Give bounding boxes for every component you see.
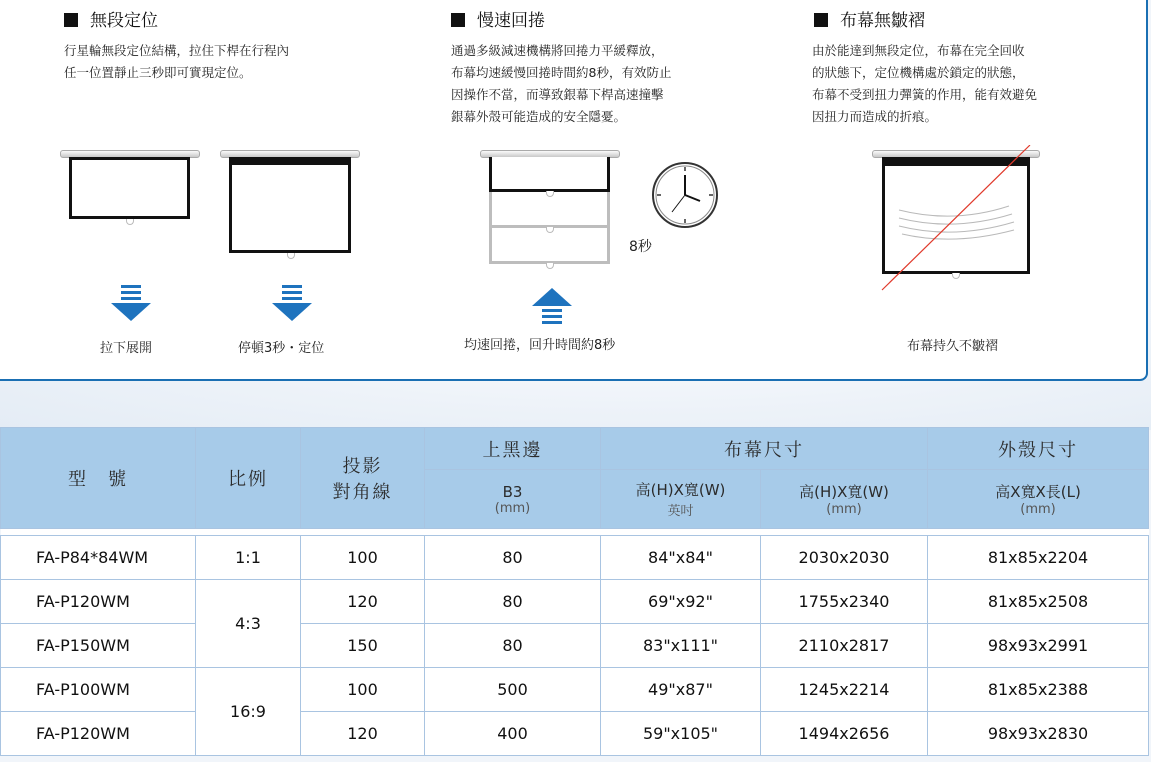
header-diagonal-line1: 投影 <box>342 456 383 477</box>
feature-description <box>451 40 671 128</box>
feature-title <box>814 6 925 31</box>
header-hwl-text: 高X寬X長(L) <box>995 483 1081 501</box>
clock-label: 8秒 <box>629 239 652 255</box>
feature-description <box>812 40 1037 128</box>
cell-ratio: 4:3 <box>196 580 301 668</box>
cell-b3: 80 <box>425 624 601 668</box>
table-row <box>1 536 1149 580</box>
cell-size-mm: 2030x2030 <box>761 536 928 580</box>
desc-line: 的狀態下，定位機構處於鎖定的狀態， <box>812 65 1025 80</box>
header-model <box>1 428 196 529</box>
cell-model: FA-P150WM <box>1 624 196 668</box>
cell-model: FA-P84*84WM <box>1 536 196 580</box>
header-gap <box>1 529 1149 536</box>
pull-handle-icon <box>546 263 554 269</box>
cell-size-mm: 1245x2214 <box>761 668 928 712</box>
caption-no-wrinkle: 布幕持久不皺褶 <box>907 339 999 354</box>
feature-title <box>64 6 158 31</box>
desc-line: 行星輪無段定位結構，拉住下桿在行程內 <box>64 43 290 58</box>
cell-diagonal: 120 <box>301 580 425 624</box>
cell-case-size: 81x85x2204 <box>928 536 1149 580</box>
cell-size-inch: 49"x87" <box>601 668 761 712</box>
cell-b3: 80 <box>425 580 601 624</box>
cell-size-mm: 2110x2817 <box>761 624 928 668</box>
cell-size-inch: 83"x111" <box>601 624 761 668</box>
header-screen-size <box>601 428 928 470</box>
cell-size-mm: 1494x2656 <box>761 712 928 756</box>
cell-model: FA-P120WM <box>1 580 196 624</box>
caption-slow-retract: 均速回捲，回升時間約8秒 <box>464 338 616 353</box>
clock-icon <box>650 160 720 230</box>
caption-pause-position: 停頓3秒・定位 <box>238 341 325 356</box>
feature-title-text: 慢速回捲 <box>477 11 545 31</box>
cell-case-size: 98x93x2830 <box>928 712 1149 756</box>
screen-canvas <box>69 157 190 219</box>
header-diagonal-line2: 對角線 <box>332 482 393 503</box>
cell-case-size: 81x85x2508 <box>928 580 1149 624</box>
desc-line: 因扭力而造成的折痕。 <box>812 109 938 124</box>
cell-b3: 80 <box>425 536 601 580</box>
header-ratio <box>196 428 301 529</box>
header-hw-mm-text: 高(H)X寬(W) <box>799 483 889 501</box>
spec-table <box>0 427 1149 756</box>
table-row <box>1 580 1149 624</box>
header-case-size-text: 外殼尺寸 <box>998 439 1078 461</box>
desc-line: 因操作不當，而導致銀幕下桿高速撞擊 <box>451 87 664 102</box>
arrow-down-icon <box>272 285 312 321</box>
header-case-size <box>928 428 1149 470</box>
cell-ratio: 16:9 <box>196 668 301 756</box>
spec-table-body <box>1 536 1149 756</box>
header-hw-inch <box>601 470 761 529</box>
caption-pull-down: 拉下展開 <box>100 341 153 356</box>
header-black-border <box>425 428 601 470</box>
header-ratio-text: 比例 <box>228 469 268 490</box>
cell-case-size: 81x85x2388 <box>928 668 1149 712</box>
header-black-border-text: 上黑邊 <box>482 439 543 461</box>
header-hw-inch-text: 高(H)X寬(W) <box>635 481 726 499</box>
feature-title <box>451 6 545 31</box>
table-row <box>1 712 1149 756</box>
table-row <box>1 668 1149 712</box>
screen-canvas-faded <box>489 192 610 228</box>
header-gap-cell <box>1 529 1149 536</box>
features-panel <box>0 0 1148 381</box>
cell-b3: 400 <box>425 712 601 756</box>
cross-out-line-icon <box>872 145 1042 295</box>
header-hwl-unit: (mm) <box>1020 502 1056 517</box>
desc-line: 銀幕外殼可能造成的安全隱憂。 <box>451 109 627 124</box>
pull-handle-icon <box>287 253 295 259</box>
screen-canvas-faded <box>489 228 610 264</box>
bullet-square-icon <box>814 13 828 27</box>
arrow-up-icon <box>532 288 572 324</box>
arrow-down-icon <box>111 285 151 321</box>
feature-title-text: 無段定位 <box>90 11 158 31</box>
feature-description <box>64 40 289 84</box>
cell-size-inch: 69"x92" <box>601 580 761 624</box>
bullet-square-icon <box>451 13 465 27</box>
cell-diagonal: 100 <box>301 536 425 580</box>
header-hw-inch-unit: 英吋 <box>667 504 694 519</box>
header-b3-unit: (mm) <box>494 500 531 516</box>
cell-diagonal: 150 <box>301 624 425 668</box>
cell-ratio: 1:1 <box>196 536 301 580</box>
header-b3-text: B3 <box>502 482 523 501</box>
pull-handle-icon <box>126 219 134 225</box>
desc-line: 任一位置靜止三秒即可實現定位。 <box>64 65 252 80</box>
desc-line: 通過多級減速機構將回捲力平緩釋放， <box>451 43 664 58</box>
header-b3 <box>425 470 601 529</box>
header-screen-size-text: 布幕尺寸 <box>724 439 804 461</box>
header-model-text: 型 號 <box>68 469 128 490</box>
table-row <box>1 624 1149 668</box>
header-hw-mm-unit: (mm) <box>826 502 862 517</box>
cell-size-mm: 1755x2340 <box>761 580 928 624</box>
spec-table-header <box>1 428 1149 536</box>
cell-model: FA-P120WM <box>1 712 196 756</box>
cell-case-size: 98x93x2991 <box>928 624 1149 668</box>
cell-size-inch: 84"x84" <box>601 536 761 580</box>
cell-model: FA-P100WM <box>1 668 196 712</box>
desc-line: 布幕不受到扭力彈簧的作用，能有效避免 <box>812 87 1038 102</box>
header-hwl <box>928 470 1149 529</box>
desc-line: 布幕均速緩慢回捲時間約8秒，有效防止 <box>451 65 672 80</box>
cell-diagonal: 120 <box>301 712 425 756</box>
desc-line: 由於能達到無段定位，布幕在完全回收 <box>812 43 1025 58</box>
screen-canvas <box>229 157 351 253</box>
bullet-square-icon <box>64 13 78 27</box>
cell-size-inch: 59"x105" <box>601 712 761 756</box>
header-hw-mm <box>761 470 928 529</box>
cell-diagonal: 100 <box>301 668 425 712</box>
feature-title-text: 布幕無皺褶 <box>840 11 925 31</box>
screen-canvas <box>489 157 610 192</box>
cell-b3: 500 <box>425 668 601 712</box>
header-diagonal <box>301 428 425 529</box>
